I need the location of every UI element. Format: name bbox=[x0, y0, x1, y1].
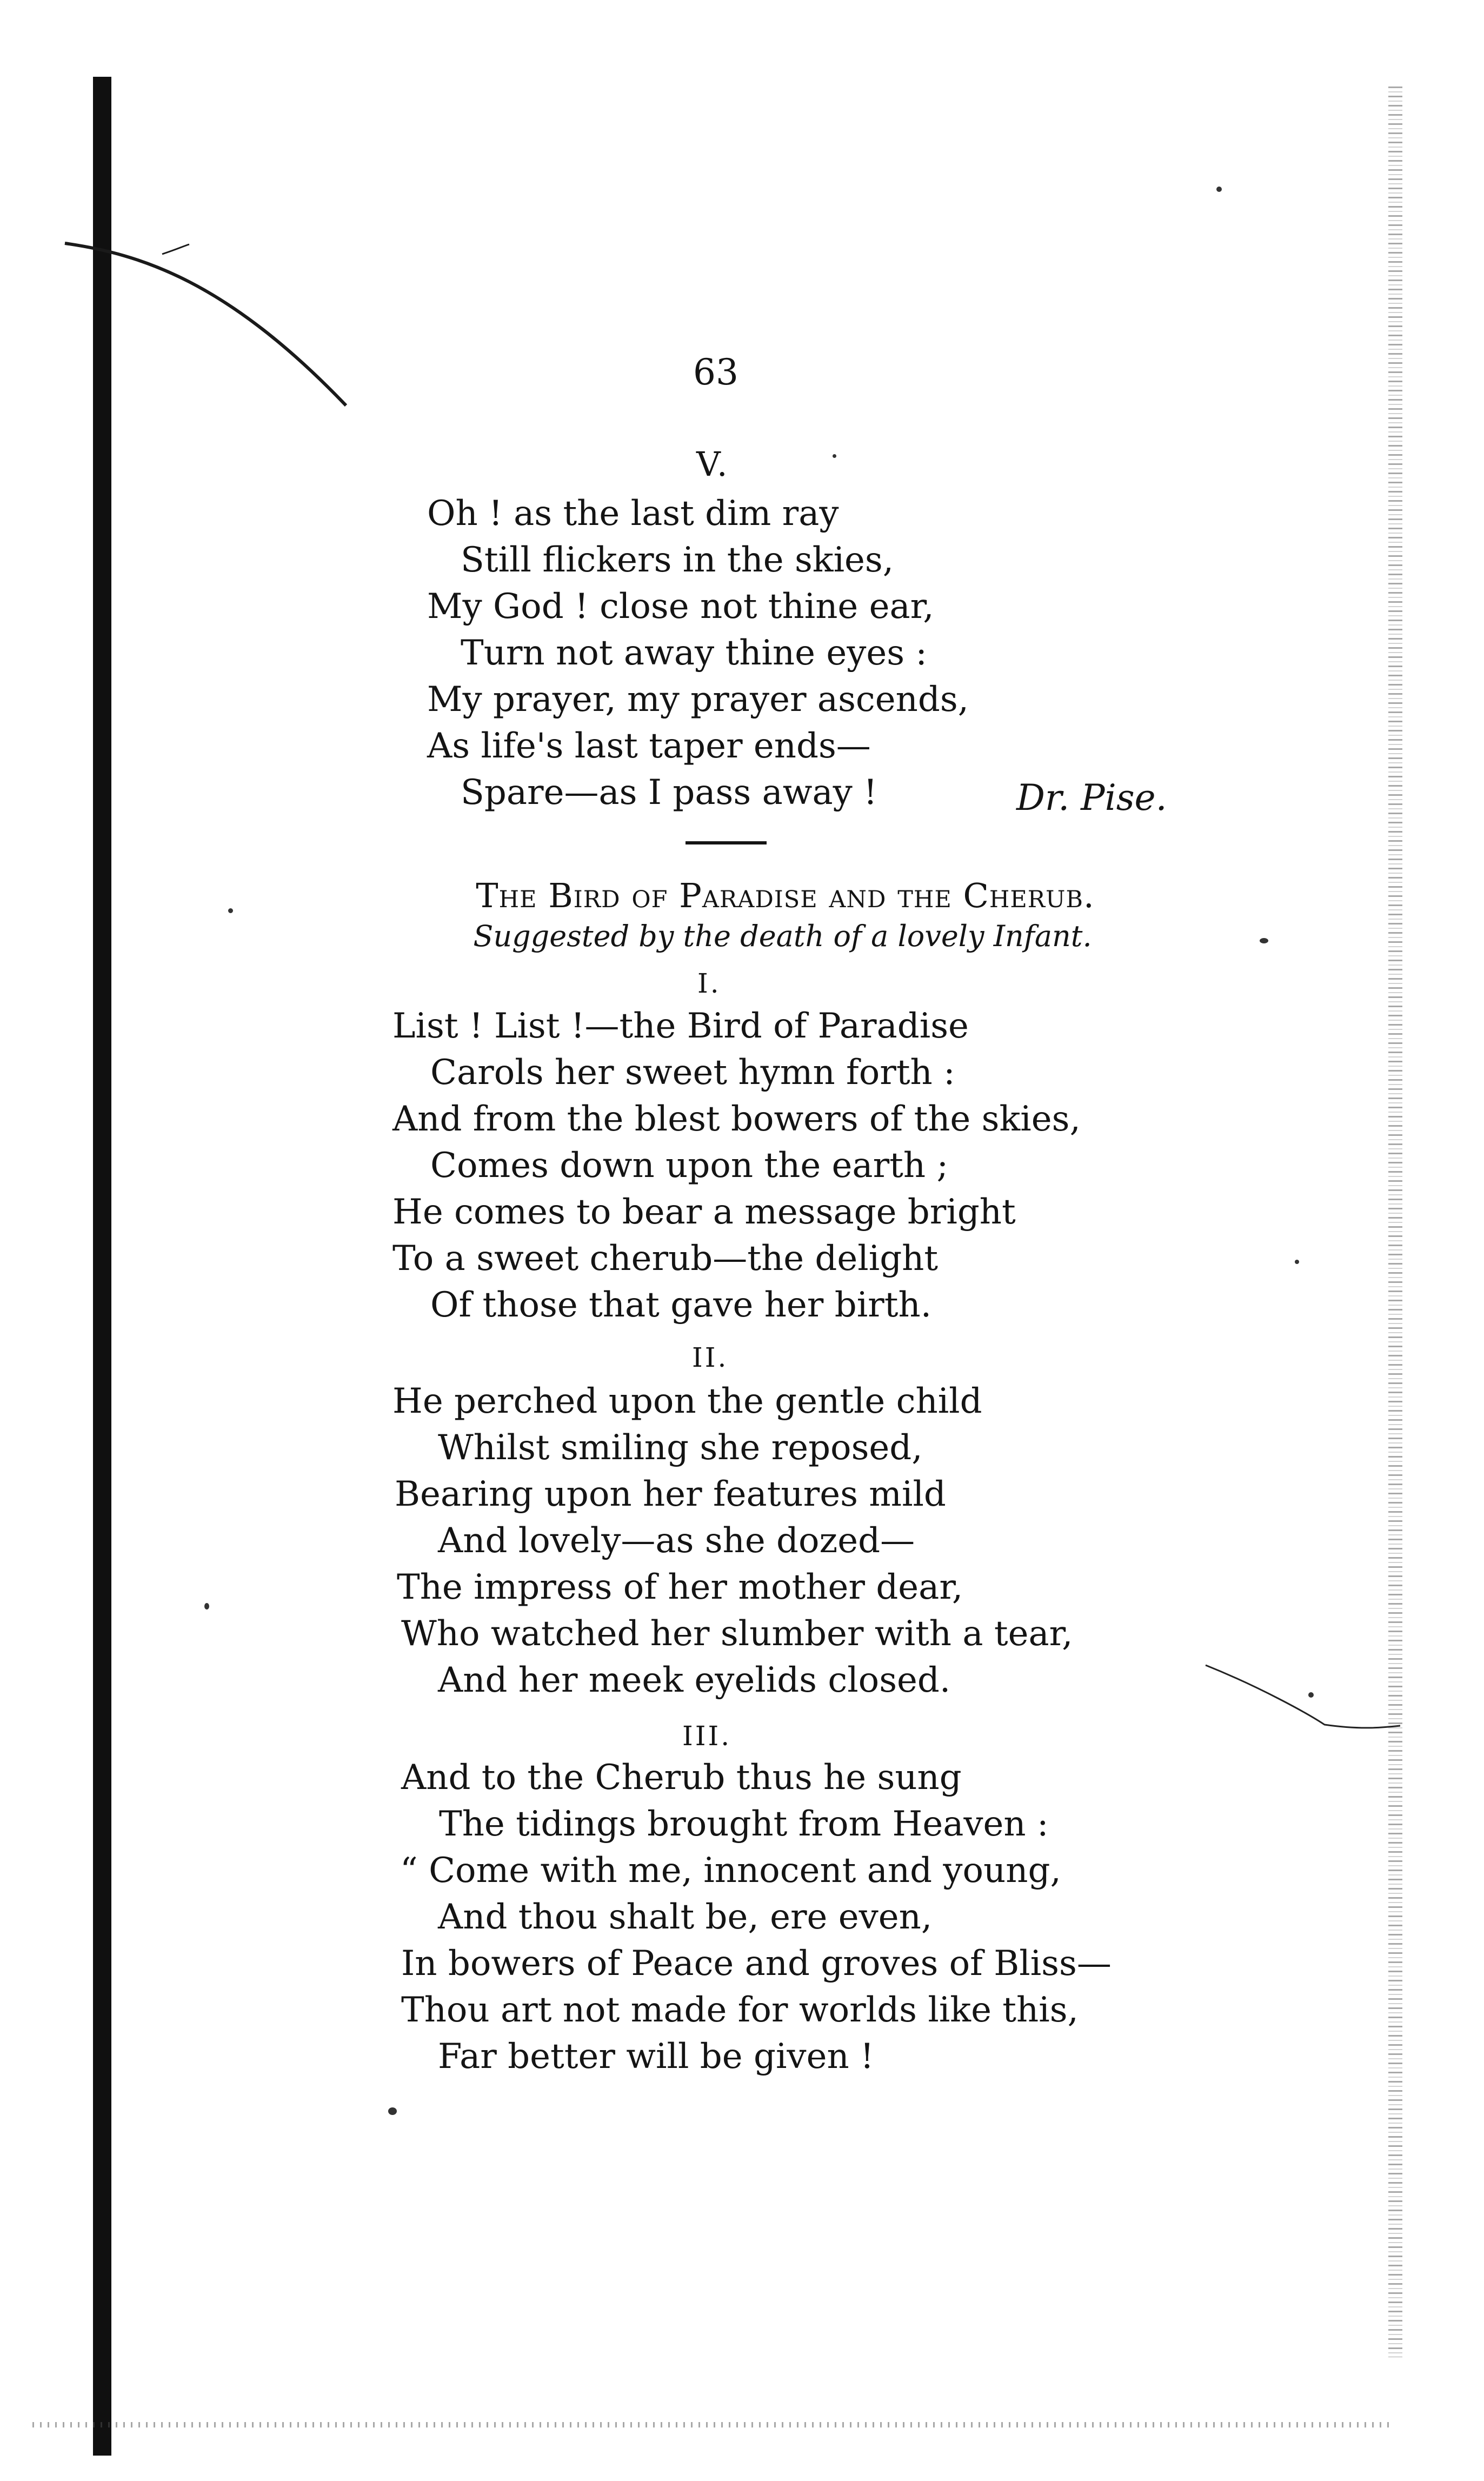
poem-line: Turn not away thine eyes : bbox=[461, 633, 927, 673]
poem-line: And lovely—as she dozed— bbox=[438, 1521, 915, 1561]
poem-line: Still flickers in the skies, bbox=[461, 540, 894, 580]
ink-speck bbox=[1260, 938, 1268, 943]
poem-line: “ Come with me, innocent and young, bbox=[400, 1851, 1061, 1891]
poem-line: Bearing upon her features mild bbox=[395, 1474, 946, 1514]
poem-line: And thou shalt be, ere even, bbox=[438, 1897, 933, 1937]
ink-speck bbox=[833, 454, 836, 458]
poem-line: Who watched her slumber with a tear, bbox=[401, 1614, 1073, 1654]
poem-line: To a sweet cherub—the delight bbox=[392, 1239, 939, 1279]
poem-line: He comes to bear a message bright bbox=[392, 1192, 1016, 1232]
stanza-v-label: V. bbox=[696, 444, 730, 484]
poem-line: Of those that gave her birth. bbox=[430, 1285, 932, 1325]
poem-title: The Bird of Paradise and the Cherub. bbox=[476, 876, 1095, 915]
poem-subtitle: Suggested by the death of a lovely Infant. bbox=[473, 919, 1092, 953]
section-divider-rule bbox=[686, 841, 767, 844]
poem-line: As life's last taper ends— bbox=[427, 726, 871, 766]
ink-speck bbox=[204, 1603, 209, 1609]
poem-line: My prayer, my prayer ascends, bbox=[427, 680, 969, 720]
page-number: 63 bbox=[693, 351, 738, 393]
poem-line: And her meek eyelids closed. bbox=[438, 1660, 951, 1700]
poem-line: He perched upon the gentle child bbox=[392, 1381, 982, 1421]
poem-line: Spare—as I pass away ! bbox=[461, 773, 877, 813]
poem-line: And from the blest bowers of the skies, bbox=[392, 1099, 1081, 1139]
stanza-i-label: I. bbox=[697, 968, 721, 999]
poem-line: Carols her sweet hymn forth : bbox=[430, 1053, 955, 1093]
poem-line: The tidings brought from Heaven : bbox=[439, 1804, 1049, 1844]
poem-line: My God ! close not thine ear, bbox=[427, 587, 934, 627]
poem-line: Comes down upon the earth ; bbox=[430, 1146, 948, 1186]
stanza-iii-label: III. bbox=[682, 1720, 732, 1752]
poem-line: Whilst smiling she reposed, bbox=[438, 1428, 923, 1468]
poem-line: Oh ! as the last dim ray bbox=[427, 494, 839, 534]
ink-speck bbox=[1308, 1692, 1314, 1698]
poem-line: The impress of her mother dear, bbox=[397, 1567, 963, 1607]
ink-speck bbox=[228, 908, 233, 913]
poem-line: List ! List !—the Bird of Paradise bbox=[392, 1006, 969, 1046]
ink-speck bbox=[1216, 187, 1222, 192]
author-attribution: Dr. Pise. bbox=[1016, 777, 1167, 819]
poem-line: Far better will be given ! bbox=[438, 2037, 874, 2077]
ink-speck bbox=[1295, 1260, 1299, 1264]
ink-speck bbox=[388, 2107, 397, 2115]
poem-line: And to the Cherub thus he sung bbox=[401, 1758, 962, 1798]
poem-line: Thou art not made for worlds like this, bbox=[401, 1990, 1079, 2030]
poem-line: In bowers of Peace and groves of Bliss— bbox=[401, 1944, 1112, 1984]
stanza-ii-label: II. bbox=[692, 1342, 729, 1373]
